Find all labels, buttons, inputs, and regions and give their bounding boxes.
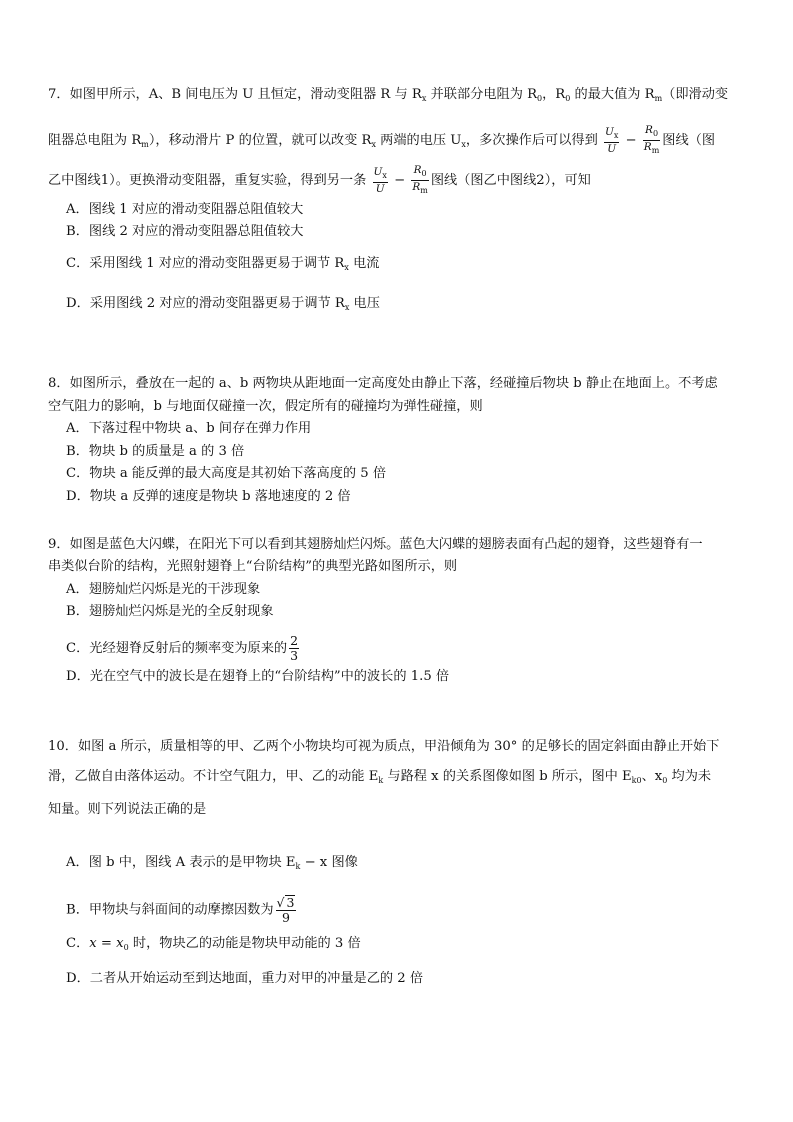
q9-option-c: C．光经翅脊反射后的频率变为原来的 $\frac{2}{3}$ — [66, 633, 299, 663]
q8-stem-line1: 8．如图所示，叠放在一起的 a、b 两物块从距地面一定高度处由静止下落，经碰撞后物块 b 静止在地面上。不考虑 — [48, 376, 718, 391]
q10-option-d: D．二者从开始运动至到达地面，重力对甲的冲量是乙的 2 倍 — [66, 971, 424, 986]
q9-stem-line1: 9．如图是蓝色大闪蝶，在阳光下可以看到其翅膀灿烂闪烁。蓝色大闪蝶的翅膀表面有凸起的翅脊，这些翅脊有一 — [48, 537, 703, 552]
q9-option-a: A．翅膀灿烂闪烁是光的干涉现象 — [66, 582, 261, 597]
fraction-ux-over-u: $\frac{U_x}{U}$ — [373, 166, 387, 195]
q10-stem-line1: 10．如图 a 所示，质量相等的甲、乙两个小物块均可视为质点，甲沿倾角为 30° 的足够长的固定斜面由静止开始下 — [48, 739, 720, 754]
q10-stem-line2: 滑，乙做自由落体运动。不计空气阻力，甲、乙的动能 $E_k$ 与路程 x 的关系图像如图 b 所示，图中 $E_{k0}$、$x_0$ 均为未 — [48, 769, 712, 785]
fraction-sqrt3-over-9: $\frac{√ 3}{9}$ — [276, 895, 295, 925]
fraction-r0-over-rm: $\frac{R_0}{R_m}$ — [643, 124, 660, 155]
q9-option-b: B．翅膀灿烂闪烁是光的全反射现象 — [66, 604, 274, 619]
fraction-ux-over-u: $\frac{U_x}{U}$ — [604, 126, 619, 155]
q8-option-c: C．物块 a 能反弹的最大高度是其初始下落高度的 5 倍 — [66, 466, 387, 481]
q7-option-b: B．图线 2 对应的滑动变阻器总阻值较大 — [66, 224, 304, 239]
q7-option-a: A．图线 1 对应的滑动变阻器总阻值较大 — [66, 202, 304, 217]
q7-option-d: D．采用图线 2 对应的滑动变阻器更易于调节 $R_x$ 电压 — [66, 296, 380, 312]
q8-option-a: A．下落过程中物块 a、b 间存在弹力作用 — [66, 421, 312, 436]
q7-stem-line1: 7．如图甲所示，A、B 间电压为 U 且恒定，滑动变阻器 R 与 $R_x$ 并联部分电阻为 $R_0$，$R_0$ 的最大值为 $R_m$（即滑动变 — [48, 87, 729, 103]
q7-stem-line3: 乙中图线1）。更换滑动变阻器，重复实验，得到另一条 $\frac{U_x}{U}$ − $\frac{R_0}{R_m}$ 图线（图乙中图线2），可知 — [48, 164, 591, 195]
q8-option-b: B．物块 b 的质量是 a 的 3 倍 — [66, 444, 245, 459]
q10-stem-line3: 知量。则下列说法正确的是 — [48, 802, 207, 817]
q7-stem-line2: 阻器总电阻为 $R_m$），移动滑片 P 的位置，就可以改变 $R_x$ 两端的电压 $U_x$，多次操作后可以得到 $\frac{U_x}{U}$ − $\frac{R_0}{R_m}$ 图线（图 — [48, 124, 716, 155]
q9-option-d: D．光在空气中的波长是在翅脊上的“台阶结构”中的波长的 1.5 倍 — [66, 669, 450, 684]
q8-option-d: D．物块 a 反弹的速度是物块 b 落地速度的 2 倍 — [66, 489, 351, 504]
q7-option-c: C．采用图线 1 对应的滑动变阻器更易于调节 $R_x$ 电流 — [66, 256, 380, 272]
fraction-two-thirds: $\frac{2}{3}$ — [290, 633, 299, 663]
fraction-r0-over-rm: $\frac{R_0}{R_m}$ — [412, 164, 428, 195]
q10-option-b: B．甲物块与斜面间的动摩擦因数为 $\frac{√ 3}{9}$ — [66, 895, 295, 925]
q10-option-a: A．图 b 中，图线 A 表示的是甲物块 $E_k - x$ 图像 — [66, 855, 358, 871]
q10-option-c: C．$x = x_0$ 时，物块乙的动能是物块甲动能的 3 倍 — [66, 936, 361, 952]
q9-stem-line2: 串类似台阶的结构，光照射翅脊上“台阶结构”的典型光路如图所示，则 — [48, 559, 458, 574]
q8-stem-line2: 空气阻力的影响，b 与地面仅碰撞一次，假定所有的碰撞均为弹性碰撞，则 — [48, 399, 483, 414]
